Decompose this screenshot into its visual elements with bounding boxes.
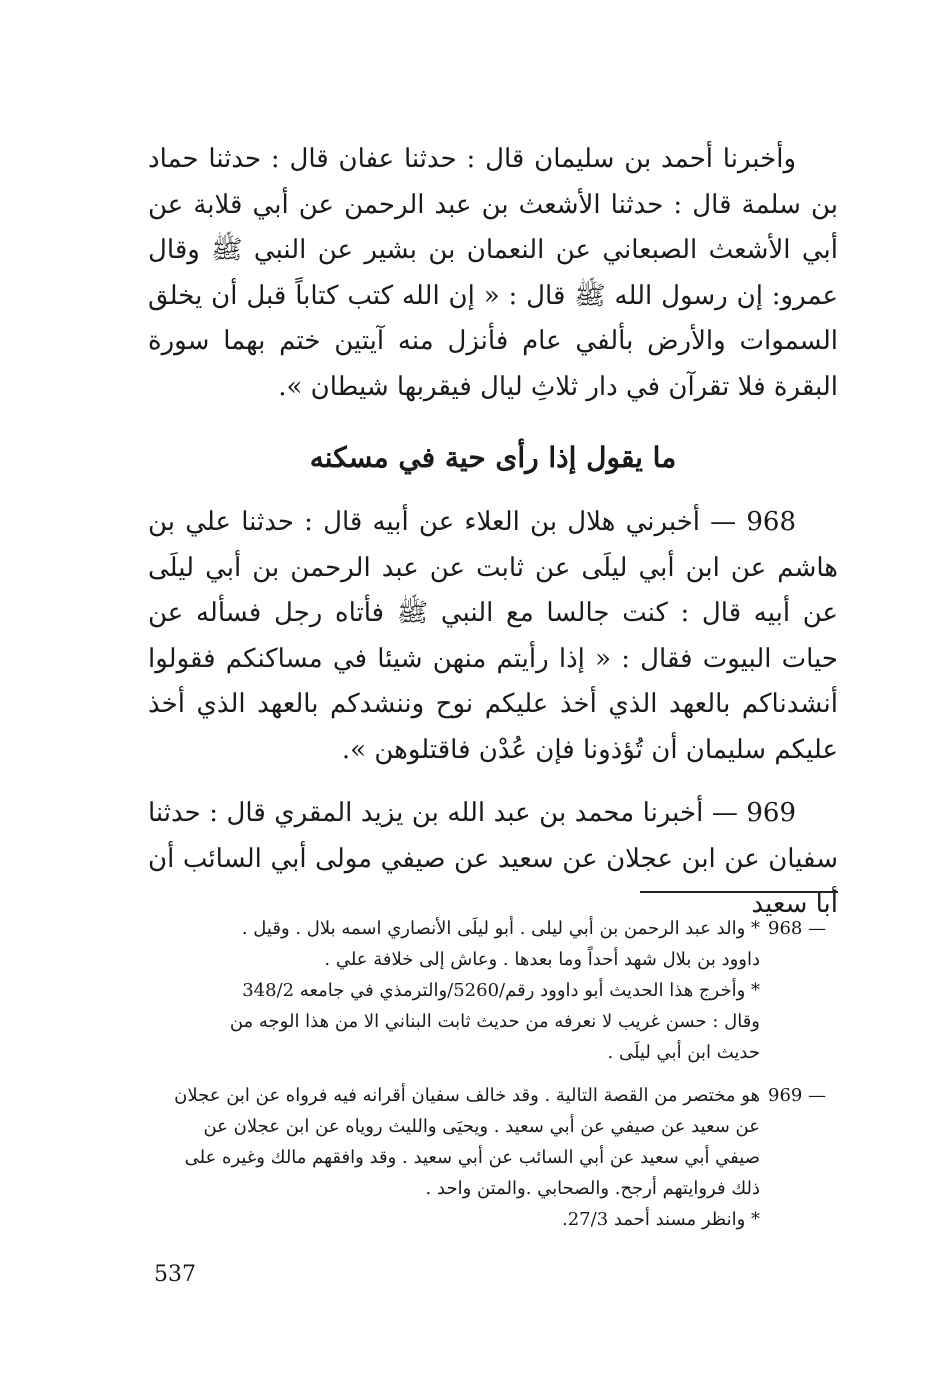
footnote-line: هو مختصر من القصة التالية . وقد خالف سفيان أقرانه فيه فرواه عن ابن عجلان bbox=[174, 1085, 760, 1106]
footnote-968 bbox=[148, 913, 838, 1068]
section-heading: ما يقول إذا رأى حية في مسكنه bbox=[309, 441, 677, 474]
footnote-line: حديث ابن أبي ليلَى . bbox=[607, 1042, 760, 1063]
footnote-body bbox=[148, 1080, 760, 1235]
footnote-line: * وأخرج هذا الحديث أبو داوود رقم/5260/والترمذي في جامعه 348/2 bbox=[242, 980, 760, 1001]
footnote-line: * والد عبد الرحمن بن أبي ليلى . أبو ليلَى الأنصاري اسمه بلال . وقيل . bbox=[241, 918, 760, 939]
footnote-line: * وانظر مسند أحمد 27/3. bbox=[561, 1209, 760, 1230]
footnote-line: صيفي أبي سعيد عن أبي السائب عن أبي سعيد . وقد وافقهم مالك وغيره على bbox=[184, 1147, 760, 1168]
footnote-line: وقال : حسن غريب لا نعرفه من حديث ثابت البناني الا من هذا الوجه من bbox=[229, 1011, 760, 1032]
paragraph-hadith-intro: وأخبرنا أحمد بن سليمان قال : حدثنا عفان قال : حدثنا حماد بن سلمة قال : حدثنا الأشعث بن عبد الرحمن عن أبي قلابة عن أبي الأشعث الصبعاني عن النعمان بن بشير عن النبي ﷺ وقال عمرو: إن رسول الله ﷺ قال : « إن الله كتب كتاباً قبل أن يخلق السموات والأرض بألفي عام فأنزل منه آيتين ختم بهما سورة البقرة فلا تقرآن في دار ثلاثِ ليال فيقربها شيطان ». bbox=[148, 144, 838, 402]
footnote-separator bbox=[640, 891, 838, 893]
footnote-line: ذلك فروايتهم أرجح. والصحابي .والمتن واحد . bbox=[425, 1178, 760, 1199]
paragraph-hadith-968: 968 — أخبرني هلال بن العلاء عن أبيه قال : حدثنا علي بن هاشم عن ابن أبي ليلَى عن ثابت عن عبد الرحمن بن أبي ليلَى عن أبيه قال : كنت جالسا مع النبي ﷺ فأتاه رجل فسأله عن حيات البيوت فقال : « إذا رأيتم منهن شيئا في مساكنكم فقولوا أنشدناكم بالعهد الذي أخذ عليكم نوح وننشدكم بالعهد الذي أخذ عليكم سليمان أن تُؤذونا فإن عُدْن فاقتلوهن ». bbox=[148, 507, 838, 765]
footnote-line: عن سعيد عن صيفي عن أبي سعيد . ويحيَى والليث روياه عن ابن عجلان عن bbox=[203, 1116, 760, 1137]
footnote-number: 968 — bbox=[768, 918, 827, 939]
paragraph-hadith-969: 969 — أخبرنا محمد بن عبد الله بن يزيد المقري قال : حدثنا سفيان عن ابن عجلان عن سعيد عن صيفي مولى أبي السائب أن أبا سعيد bbox=[148, 798, 838, 919]
footnote-number: 969 — bbox=[768, 1085, 827, 1106]
footnote-body bbox=[148, 913, 760, 1068]
footnote-969 bbox=[148, 1080, 838, 1235]
footnote-line: داوود بن بلال شهد أحداً وما بعدها . وعاش إلى خلافة علي . bbox=[324, 949, 760, 970]
page-number: 537 bbox=[154, 1262, 196, 1287]
